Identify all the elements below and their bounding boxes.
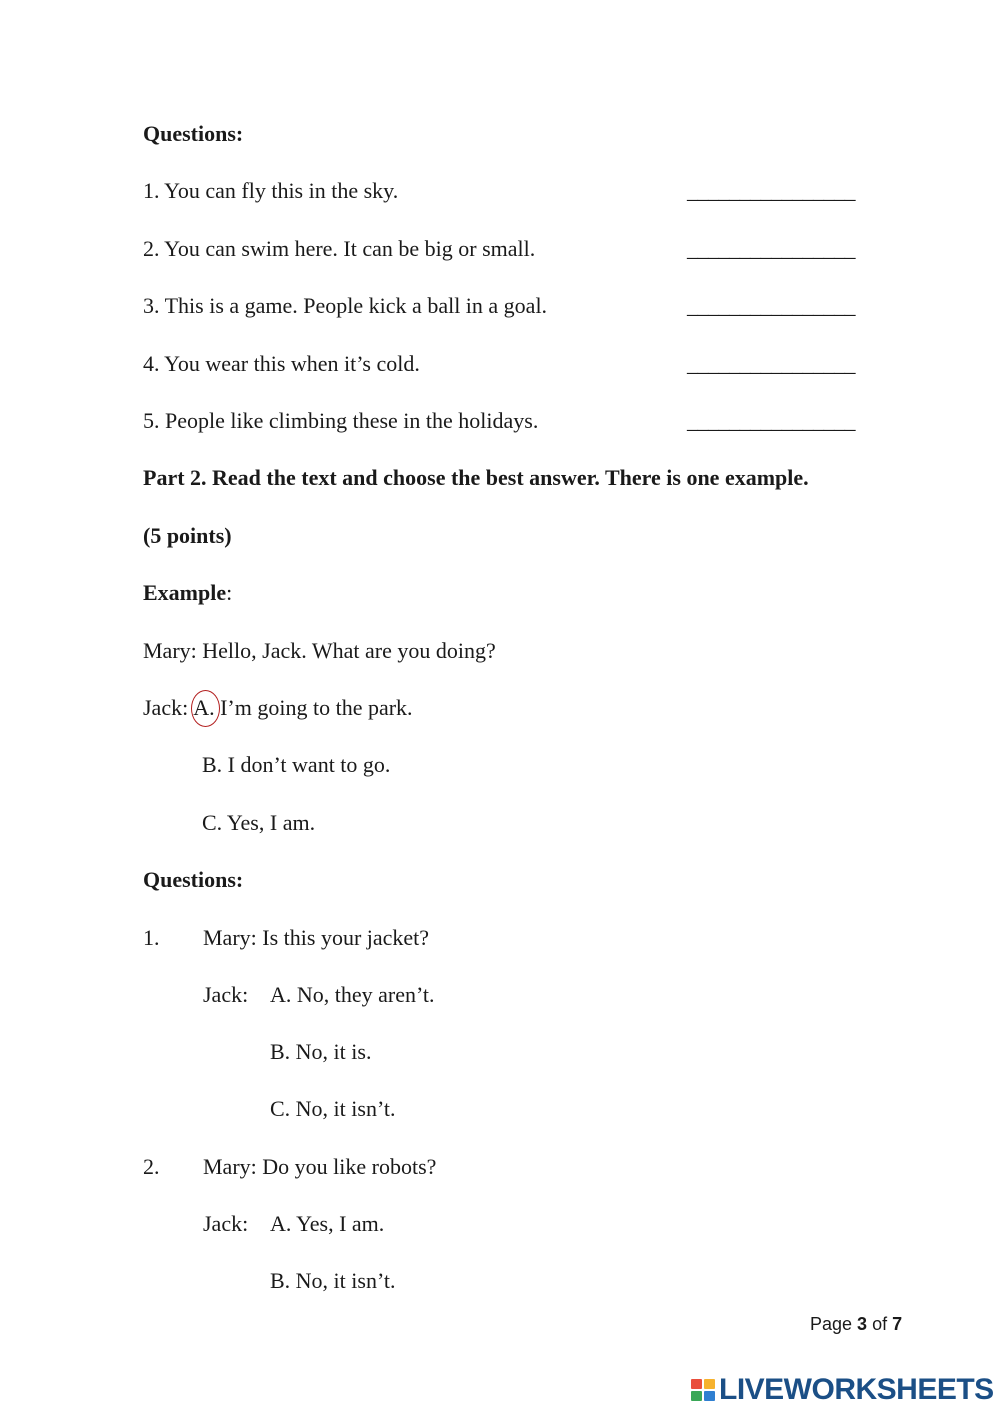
q2-option-a[interactable]: A. Yes, I am. bbox=[270, 1211, 385, 1236]
q1-number: 1. bbox=[143, 925, 160, 950]
page-of-word: of bbox=[867, 1314, 893, 1334]
q2-number: 2. bbox=[143, 1154, 160, 1179]
example-colon: : bbox=[226, 580, 233, 605]
q2-mary: Mary: Do you like robots? bbox=[203, 1154, 437, 1179]
liveworksheets-logo-icon bbox=[690, 1378, 716, 1402]
answer-blank-3[interactable]: ________________ bbox=[687, 293, 855, 318]
answer-blank-2[interactable]: ________________ bbox=[687, 236, 855, 261]
example-label: Example bbox=[143, 580, 227, 605]
part2-points: (5 points) bbox=[143, 523, 232, 548]
example-option-a-letter: A. bbox=[193, 695, 215, 720]
q1-jack-label: Jack: bbox=[203, 982, 249, 1007]
example-jack-prefix: Jack: bbox=[143, 695, 189, 720]
q2-option-b[interactable]: B. No, it isn’t. bbox=[270, 1268, 396, 1293]
logo-text: LIVEWORKSHEETS bbox=[719, 1373, 994, 1406]
example-mary-line: Mary: Hello, Jack. What are you doing? bbox=[143, 638, 496, 663]
example-option-b: B. I don’t want to go. bbox=[202, 752, 391, 777]
question-3: 3. This is a game. People kick a ball in a goal. bbox=[143, 293, 548, 318]
answer-blank-4[interactable]: ________________ bbox=[687, 351, 855, 376]
q1-option-b[interactable]: B. No, it is. bbox=[270, 1039, 372, 1064]
example-option-a-text: I’m going to the park. bbox=[214, 695, 413, 720]
question-1: 1. You can fly this in the sky. bbox=[143, 178, 399, 203]
questions-heading: Questions: bbox=[143, 121, 244, 146]
question-5: 5. People like climbing these in the holidays. bbox=[143, 408, 539, 433]
q1-mary: Mary: Is this your jacket? bbox=[203, 925, 430, 950]
answer-blank-5[interactable]: ________________ bbox=[687, 408, 855, 433]
liveworksheets-logo bbox=[690, 1373, 994, 1407]
question-4: 4. You wear this when it’s cold. bbox=[143, 351, 420, 376]
page-number bbox=[810, 1314, 902, 1335]
q1-option-a[interactable]: A. No, they aren’t. bbox=[270, 982, 435, 1007]
questions-heading-part2: Questions: bbox=[143, 867, 244, 892]
q1-option-c[interactable]: C. No, it isn’t. bbox=[270, 1096, 396, 1121]
question-2: 2. You can swim here. It can be big or small. bbox=[143, 236, 536, 261]
page-word: Page bbox=[810, 1314, 858, 1334]
answer-circle-mark bbox=[191, 690, 220, 727]
q2-jack-label: Jack: bbox=[203, 1211, 249, 1236]
example-heading bbox=[143, 580, 232, 606]
example-option-c: C. Yes, I am. bbox=[202, 810, 316, 835]
page-current: 3 bbox=[857, 1314, 868, 1334]
answer-blank-1[interactable]: ________________ bbox=[687, 178, 855, 203]
part2-title: Part 2. Read the text and choose the best answer. There is one example. bbox=[143, 465, 809, 490]
example-jack-line bbox=[143, 695, 413, 721]
page-total: 7 bbox=[892, 1314, 903, 1334]
